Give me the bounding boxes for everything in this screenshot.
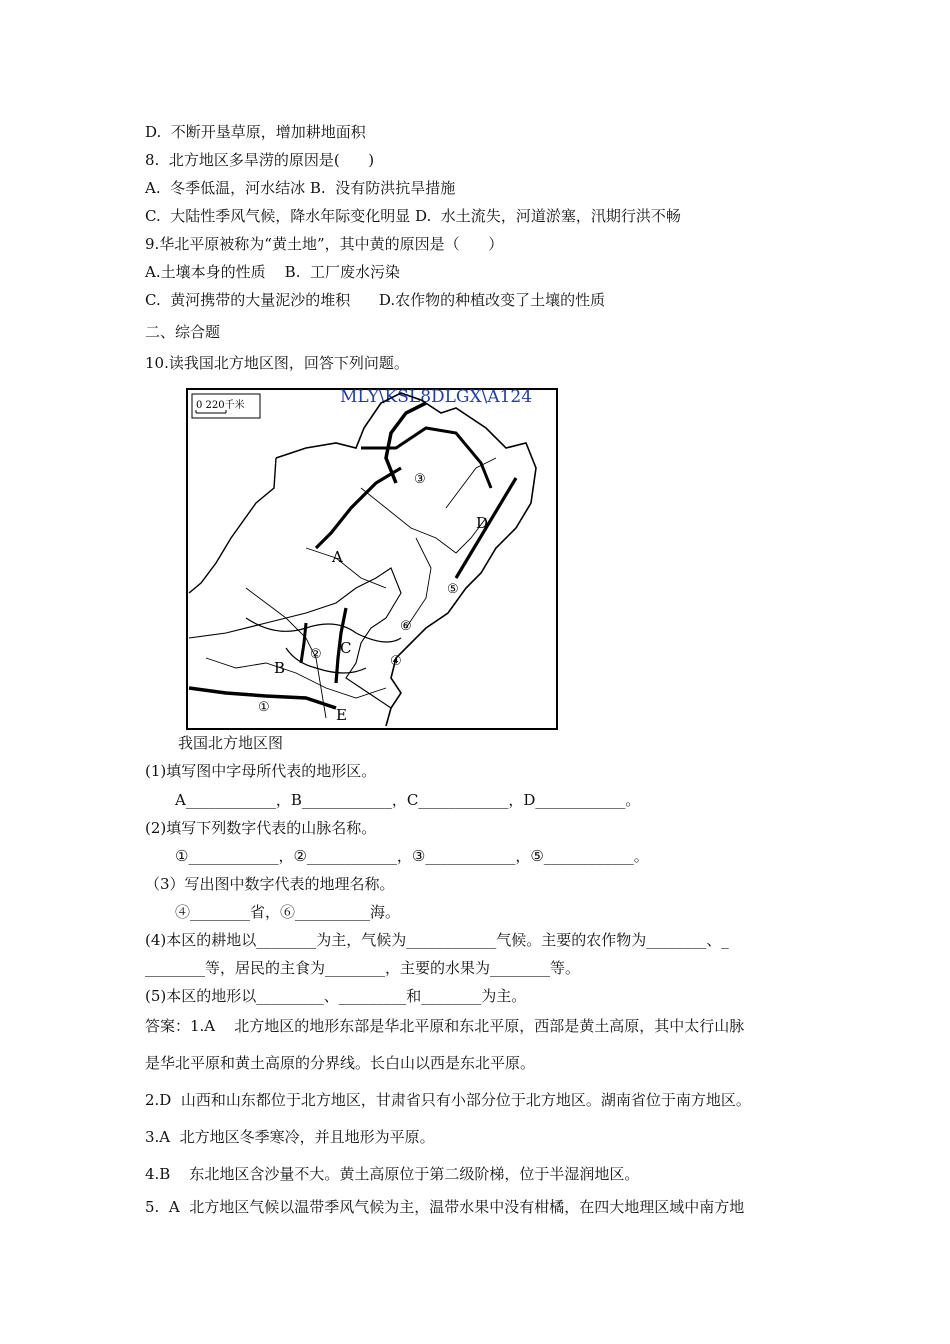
map-label-b: B — [274, 659, 286, 677]
q10-part-4-line1: (4)本区的耕地以________为主，气候为____________气候。主要的农作物为________、_ — [145, 931, 729, 949]
north-china-map — [186, 388, 558, 730]
answer-2: 2.D 山西和山东都位于北方地区，甘肃省只有小部分位于北方地区。湖南省位于南方地区。 — [145, 1091, 751, 1109]
map-scale-label: 0 220千米 — [196, 400, 245, 411]
answer-3: 3.A 北方地区冬季寒冷，并且地形为平原。 — [145, 1128, 435, 1146]
section-2-heading: 二、综合题 — [145, 323, 221, 341]
q10-part-3-blanks: ④________省，⑥__________海。 — [175, 903, 401, 921]
map-caption: 我国北方地区图 — [178, 734, 284, 752]
answer-4: 4.B 东北地区含沙量不大。黄土高原位于第二级阶梯，位于半湿润地区。 — [145, 1165, 640, 1183]
map-label-2: ② — [310, 647, 322, 662]
q10-part-3: （3）写出图中数字代表的地理名称。 — [145, 875, 395, 893]
map-label-5: ⑤ — [447, 582, 459, 597]
q10-part-2: (2)填写下列数字代表的山脉名称。 — [145, 819, 377, 837]
answer-5: 5. A 北方地区气候以温带季风气候为主，温带水果中没有柑橘，在四大地理区域中南方地 — [145, 1198, 745, 1216]
q8-options-cd: C. 大陆性季风气候，降水年际变化明显 D. 水土流失，河道淤塞，汛期行洪不畅 — [145, 207, 681, 225]
q10-part-1: (1)填写图中字母所代表的地形区。 — [145, 762, 377, 780]
map-label-4: ④ — [390, 654, 402, 669]
answer-1-line2: 是华北平原和黄土高原的分界线。长白山以西是东北平原。 — [145, 1054, 536, 1072]
question-9: 9.华北平原被称为“黄土地”，其中黄的原因是（ ） — [145, 235, 504, 253]
q9-options-ab: A.土壤本身的性质 B. 工厂废水污染 — [145, 263, 401, 281]
question-10: 10.读我国北方地区图，回答下列问题。 — [145, 354, 409, 372]
q10-part-5: (5)本区的地形以_________、_________和________为主。 — [145, 987, 527, 1005]
map-label-1: ① — [258, 700, 270, 715]
q10-part-1-blanks: A____________，B____________，C____________，D____________。 — [175, 791, 641, 809]
map-label-6: ⑥ — [400, 619, 412, 634]
map-label-c: C — [340, 639, 352, 657]
q10-part-4-line2: ________等，居民的主食为________，主要的水果为________等。 — [145, 959, 581, 977]
question-8: 8. 北方地区多旱涝的原因是( ) — [145, 151, 375, 169]
map-label-3: ③ — [414, 472, 426, 487]
q8-options-ab: A. 冬季低温，河水结冰 B. 没有防洪抗旱措施 — [145, 179, 456, 197]
q9-options-cd: C. 黄河携带的大量泥沙的堆积 D.农作物的种植改变了土壤的性质 — [145, 291, 606, 309]
map-label-e: E — [336, 706, 347, 724]
map-label-a: A — [332, 548, 343, 566]
q7-option-d: D. 不断开垦草原，增加耕地面积 — [145, 123, 366, 141]
map-figure — [186, 388, 558, 730]
map-watermark: MLY\KSL8DLGX\A124 — [340, 388, 533, 407]
answer-1-line1: 答案：1.A 北方地区的地形东部是华北平原和东北平原，西部是黄土高原，其中太行山脉 — [145, 1017, 745, 1035]
q10-part-2-blanks: ①____________，②____________，③____________，⑤____________。 — [175, 847, 649, 865]
map-label-d: D — [476, 514, 489, 532]
